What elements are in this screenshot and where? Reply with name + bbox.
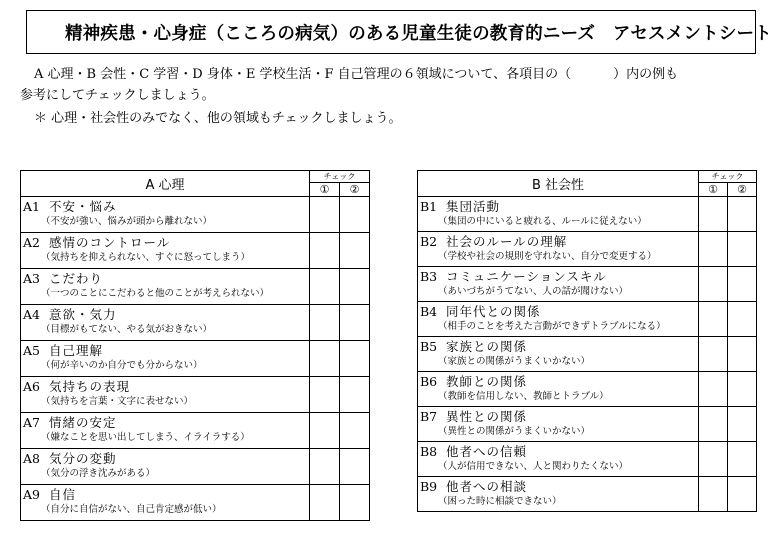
table-row [418,267,757,302]
item-label [420,198,698,215]
section-a-heading: A 心理 [21,171,310,197]
item-code: B3 [420,269,438,284]
table-row [21,341,370,377]
instruction-line-1 [20,64,765,85]
item-code: B8 [420,444,438,459]
item-example: （家族との関係がうまくいかない） [438,356,591,367]
item-cell [21,485,310,521]
item-name: 家族との関係 [446,339,528,354]
table-row [21,485,370,521]
check-box-1[interactable] [699,372,728,407]
item-example: （気持ちを抑えられない、すぐに怒ってしまう） [41,252,251,263]
item-cell [21,449,310,485]
check-box-1[interactable] [699,197,728,232]
item-cell [21,305,310,341]
table-row [418,442,757,477]
check-box-2[interactable] [728,232,757,267]
item-label [420,373,698,390]
page-title: 精神疾患・心身症（こころの病気）のある児童生徒の教育的ニーズ アセスメントシート [65,23,772,44]
item-example: （気分の浮き沈みがある） [41,468,156,479]
item-code: A6 [23,379,40,394]
item-name: 不安・悩み [49,199,117,214]
item-example: （一つのことにこだわると他のことが考えられない） [41,288,270,299]
check-box-2[interactable] [728,337,757,372]
item-example: （気持ちを言葉・文字に表せない） [41,396,194,407]
item-code: A2 [23,235,40,250]
item-code: A7 [23,415,40,430]
item-cell [418,372,699,407]
check-header: チェック [699,171,757,183]
instruction-line-1b: ）内の例も [613,67,679,82]
check-box-2[interactable] [340,269,370,305]
item-cell [21,233,310,269]
table-row [21,449,370,485]
table-row [418,407,757,442]
item-example: （人が信用できない、人と関わりたくない） [438,461,629,472]
item-name: 意欲・気力 [49,307,117,322]
instruction-line-1a: A 心理・B 会性・C 学習・D 身体・E 学校生活・F 自己管理の６領域について、各項目の（ [34,67,572,82]
item-cell [418,302,699,337]
item-name: 社会のルールの理解 [446,234,568,249]
item-label [23,414,309,431]
check-box-2[interactable] [728,267,757,302]
item-example: （自分に自信がない、自己肯定感が低い） [41,504,222,515]
item-cell [418,337,699,372]
table-row [21,377,370,413]
item-cell [418,442,699,477]
check-col-1: ① [699,183,728,197]
item-example: （目標がもてない、やる気がおきない） [41,324,213,335]
item-example: （学校や社会の規則を守れない、自分で変更する） [438,251,657,262]
check-box-1[interactable] [310,377,340,413]
item-label [23,378,309,395]
item-code: B4 [420,304,438,319]
item-example: （異性との関係がうまくいかない） [438,426,591,437]
table-row [418,302,757,337]
item-example: （教師を信用しない、教師とトラブル） [438,391,609,402]
item-name: 教師との関係 [446,374,528,389]
check-box-2[interactable] [340,377,370,413]
check-box-1[interactable] [310,197,340,233]
check-col-2: ② [728,183,757,197]
item-name: 集団活動 [446,199,501,214]
check-box-1[interactable] [310,485,340,521]
item-cell [418,267,699,302]
check-box-1[interactable] [699,302,728,337]
item-cell [418,477,699,512]
table-row [21,413,370,449]
item-name: 同年代との関係 [446,304,541,319]
item-label [23,342,309,359]
check-box-2[interactable] [340,485,370,521]
check-box-2[interactable] [340,341,370,377]
item-code: B2 [420,234,438,249]
instruction-line-2: 参考にしてチェックしましょう。 [20,88,215,103]
check-box-2[interactable] [340,449,370,485]
title-box [26,10,772,54]
item-label [420,303,698,320]
check-box-1[interactable] [699,407,728,442]
item-cell [21,377,310,413]
instructions [20,64,765,129]
check-box-1[interactable] [699,267,728,302]
item-code: B1 [420,199,438,214]
item-label [420,443,698,460]
item-example: （集団の中にいると疲れる、ルールに従えない） [438,216,647,227]
item-cell [21,197,310,233]
check-box-1[interactable] [310,305,340,341]
check-box-1[interactable] [699,442,728,477]
check-box-2[interactable] [340,305,370,341]
check-box-2[interactable] [340,413,370,449]
item-label [420,408,698,425]
item-example: （嫌なことを思い出してしまう、イライラする） [41,432,250,443]
item-name: 気分の変動 [49,451,117,466]
item-name: 他者への相談 [446,479,528,494]
item-code: A1 [23,199,40,214]
item-name: 異性との関係 [446,409,528,424]
item-cell [418,407,699,442]
item-label [420,338,698,355]
item-label [23,450,309,467]
item-code: B5 [420,339,438,354]
table-row [21,305,370,341]
item-name: 他者への信頼 [446,444,528,459]
item-name: こだわり [49,271,104,286]
check-box-1[interactable] [310,413,340,449]
check-box-1[interactable] [310,233,340,269]
check-box-1[interactable] [310,449,340,485]
item-name: コミュニケーションスキル [446,269,607,284]
item-name: 自信 [49,487,77,502]
item-label [23,234,309,251]
item-name: 気持ちの表現 [49,379,131,394]
item-code: B9 [420,479,438,494]
item-code: A3 [23,271,40,286]
item-code: A4 [23,307,40,322]
table-row [21,197,370,233]
item-label [23,486,309,503]
table-row [418,372,757,407]
item-example: （あいづちがうてない、人の話が聞けない） [438,286,629,297]
check-box-1[interactable] [699,477,728,512]
check-col-1: ① [310,183,340,197]
item-name: 情緒の安定 [49,415,117,430]
table-row [21,269,370,305]
item-code: A9 [23,487,40,502]
item-label [420,233,698,250]
section-a-table [20,170,370,521]
item-example: （相手のことを考えた言動ができずトラブルになる） [438,321,666,332]
section-b-table [417,170,757,512]
check-box-2[interactable] [728,302,757,337]
check-box-1[interactable] [310,341,340,377]
item-cell [418,197,699,232]
section-b-heading: B 社会性 [418,171,699,197]
table-row [418,337,757,372]
check-box-2[interactable] [340,233,370,269]
check-box-1[interactable] [310,269,340,305]
item-example: （何が辛いのか自分でも分からない） [41,360,203,371]
instruction-note: ＊ 心理・社会性のみでなく、他の領域もチェックしましょう。 [34,111,402,126]
item-example: （不安が強い、悩みが頭から離れない） [41,216,213,227]
item-code: A8 [23,451,40,466]
item-cell [21,269,310,305]
item-code: B6 [420,374,438,389]
table-row [418,197,757,232]
check-box-1[interactable] [699,232,728,267]
item-code: B7 [420,409,438,424]
check-box-1[interactable] [699,337,728,372]
check-header: チェック [310,171,370,183]
check-box-2[interactable] [728,197,757,232]
item-code: A5 [23,343,40,358]
item-label [23,306,309,323]
item-example: （困った時に相談できない） [438,496,562,507]
check-box-2[interactable] [728,477,757,512]
item-label [23,198,309,215]
check-col-2: ② [340,183,370,197]
item-name: 感情のコントロール [49,235,171,250]
item-cell [418,232,699,267]
check-box-2[interactable] [340,197,370,233]
item-label [420,478,698,495]
item-cell [21,341,310,377]
item-label [23,270,309,287]
check-box-2[interactable] [728,442,757,477]
table-row [418,232,757,267]
item-cell [21,413,310,449]
table-row [418,477,757,512]
item-label [420,268,698,285]
table-row [21,233,370,269]
check-box-2[interactable] [728,407,757,442]
check-box-2[interactable] [728,372,757,407]
item-name: 自己理解 [49,343,104,358]
